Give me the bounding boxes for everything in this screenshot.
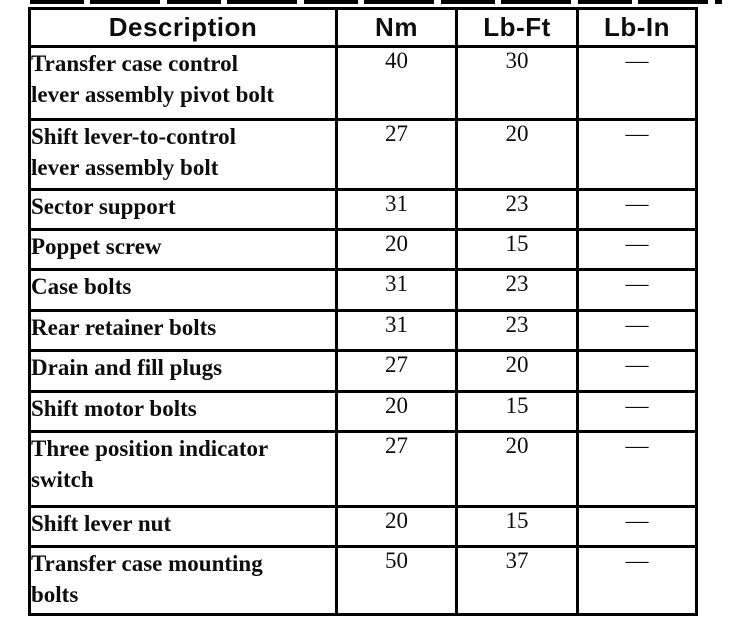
description-cell — [30, 547, 337, 615]
description-text: Drain and fill plugs — [31, 355, 223, 380]
nm-cell: 31 — [337, 311, 457, 351]
header-lb-ft: Lb-Ft — [457, 9, 578, 47]
lb-ft-cell: 37 — [457, 547, 578, 615]
table-row — [30, 351, 697, 392]
description-text: Poppet screw — [31, 234, 162, 259]
lb-ft-cell: 20 — [457, 351, 578, 392]
lb-in-cell: — — [578, 311, 697, 351]
lb-in-cell: — — [578, 507, 697, 547]
lb-in-cell: — — [578, 120, 697, 190]
lb-ft-cell: 15 — [457, 507, 578, 547]
header-lb-in: Lb-In — [578, 9, 697, 47]
description-cell — [30, 190, 337, 230]
description-text: Shift lever nut — [31, 511, 172, 536]
nm-cell: 27 — [337, 120, 457, 190]
description-text: Rear retainer bolts — [31, 315, 217, 340]
lb-in-cell: — — [578, 432, 697, 507]
header-description: Description — [30, 9, 337, 47]
description-text: Sector support — [31, 194, 176, 219]
scan-artifact-strip — [30, 0, 722, 4]
table-row — [30, 507, 697, 547]
nm-cell: 27 — [337, 432, 457, 507]
nm-cell: 20 — [337, 230, 457, 270]
table-row — [30, 432, 697, 507]
nm-cell: 31 — [337, 270, 457, 311]
description-cell — [30, 351, 337, 392]
description-text: Shift lever-to-control lever assembly bolt — [31, 124, 237, 181]
torque-spec-table — [28, 7, 698, 616]
description-text: Case bolts — [31, 274, 132, 299]
lb-ft-cell: 15 — [457, 230, 578, 270]
header-nm: Nm — [337, 9, 457, 47]
table-row — [30, 120, 697, 190]
nm-cell: 20 — [337, 507, 457, 547]
description-cell — [30, 270, 337, 311]
lb-ft-cell: 23 — [457, 190, 578, 230]
lb-ft-cell: 23 — [457, 311, 578, 351]
lb-ft-cell: 30 — [457, 47, 578, 120]
description-cell — [30, 507, 337, 547]
nm-cell: 31 — [337, 190, 457, 230]
lb-in-cell: — — [578, 47, 697, 120]
lb-ft-cell: 20 — [457, 432, 578, 507]
lb-in-cell: — — [578, 547, 697, 615]
description-cell — [30, 311, 337, 351]
description-text: Transfer case control lever assembly pivot bolt — [31, 51, 274, 108]
lb-ft-cell: 15 — [457, 392, 578, 432]
description-cell — [30, 230, 337, 270]
table-row — [30, 230, 697, 270]
description-cell — [30, 392, 337, 432]
lb-in-cell: — — [578, 230, 697, 270]
lb-in-cell: — — [578, 351, 697, 392]
table-row — [30, 392, 697, 432]
description-text: Three position indicator switch — [31, 436, 268, 493]
table-row — [30, 270, 697, 311]
nm-cell: 27 — [337, 351, 457, 392]
description-text: Shift motor bolts — [31, 396, 197, 421]
table-row — [30, 190, 697, 230]
table-header-row — [30, 9, 697, 47]
nm-cell: 20 — [337, 392, 457, 432]
table-row — [30, 547, 697, 615]
table-row — [30, 311, 697, 351]
lb-ft-cell: 23 — [457, 270, 578, 311]
nm-cell: 50 — [337, 547, 457, 615]
lb-in-cell: — — [578, 190, 697, 230]
table-row — [30, 47, 697, 120]
description-cell — [30, 120, 337, 190]
description-text: Transfer case mounting bolts — [31, 551, 263, 608]
nm-cell: 40 — [337, 47, 457, 120]
lb-in-cell: — — [578, 270, 697, 311]
description-cell — [30, 47, 337, 120]
lb-in-cell: — — [578, 392, 697, 432]
description-cell — [30, 432, 337, 507]
lb-ft-cell: 20 — [457, 120, 578, 190]
